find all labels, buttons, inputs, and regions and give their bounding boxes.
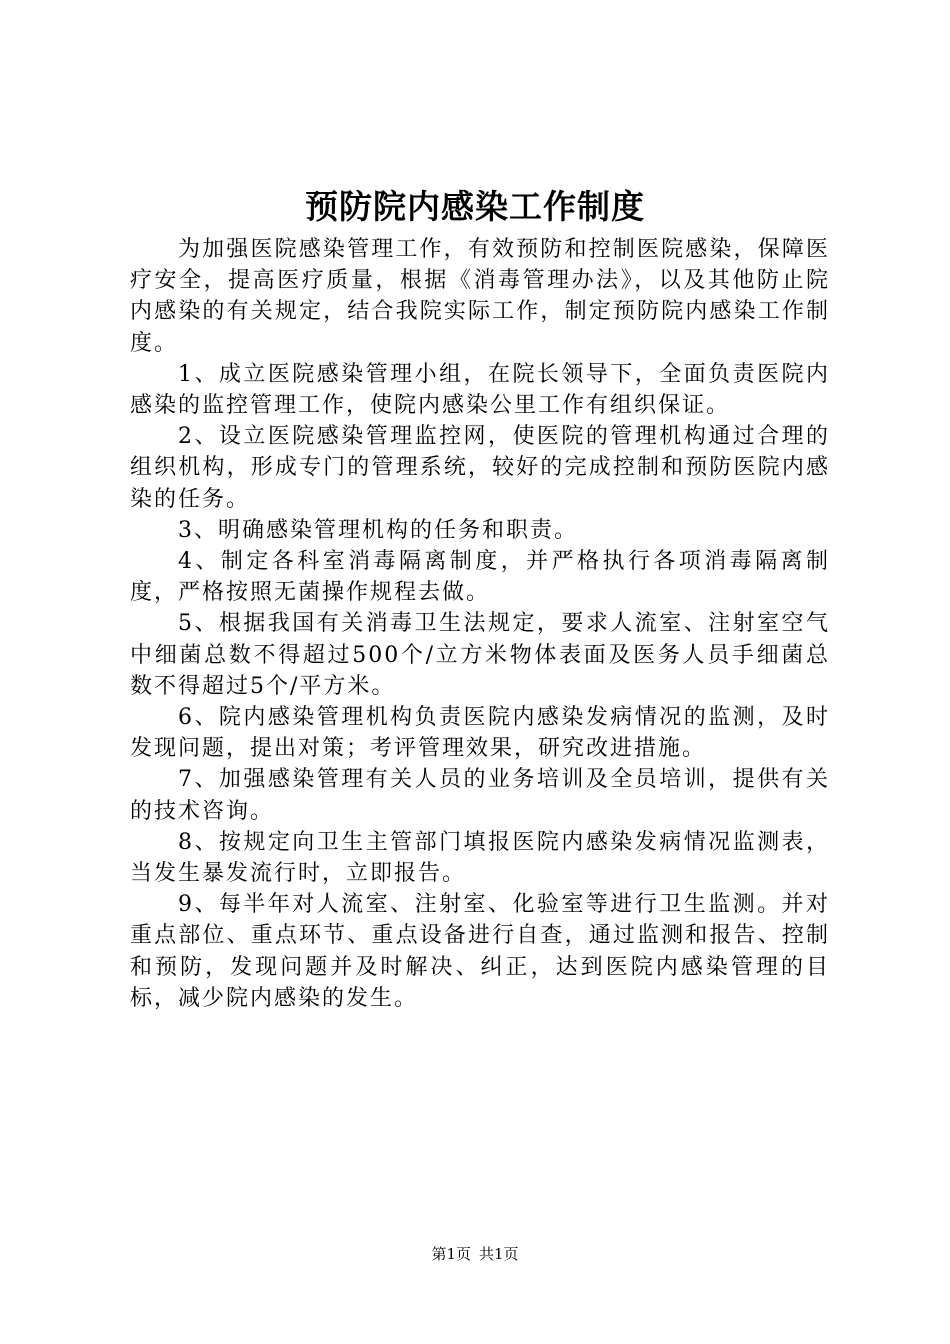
rule-2-paragraph: 2、设立医院感染管理监控网，使医院的管理机构通过合理的组织机构，形成专门的管理系统，较好的完成控制和预防医院内感染的任务。 — [130, 424, 830, 512]
rule-3-paragraph: 3、明确感染管理机构的任务和职责。 — [178, 517, 578, 543]
rule-7-paragraph: 7、加强感染管理有关人员的业务培训及全员培训，提供有关的技术咨询。 — [130, 767, 830, 824]
rule-4-paragraph: 4、制定各科室消毒隔离制度，并严格执行各项消毒隔离制度，严格按照无菌操作规程去做。 — [130, 549, 830, 606]
rule-9-paragraph: 9、每半年对人流室、注射室、化验室等进行卫生监测。并对重点部位、重点环节、重点设备进行自查，通过监测和报告、控制和预防，发现问题并及时解决、纠正，达到医院内感染管理的目标，减少院内感染的发生。 — [130, 892, 830, 1011]
rule-6-paragraph: 6、院内感染管理机构负责医院内感染发病情况的监测，及时发现问题，提出对策；考评管理效果，研究改进措施。 — [130, 705, 830, 762]
rule-1-paragraph: 1、成立医院感染管理小组，在院长领导下，全面负责医院内感染的监控管理工作，使院内感染公里工作有组织保证。 — [130, 361, 830, 419]
page-footer — [0, 1244, 950, 1264]
intro-paragraph: 为加强医院感染管理工作，有效预防和控制医院感染，保障医疗安全，提高医疗质量，根据《消毒管理办法》，以及其他防止院内感染的有关规定，结合我院实际工作，制定预防院内感染工作制度。 — [130, 237, 830, 356]
page-number: 第1页 — [431, 1245, 471, 1263]
page-total: 共1页 — [479, 1245, 519, 1263]
document-title: 预防院内感染工作制度 — [305, 187, 645, 226]
document-body — [130, 234, 830, 1014]
rule-8-paragraph: 8、按规定向卫生主管部门填报医院内感染发病情况监测表，当发生暴发流行时，立即报告。 — [130, 829, 830, 887]
rule-5-paragraph: 5、根据我国有关消毒卫生法规定，要求人流室、注射室空气中细菌总数不得超过500个/立方米物体表面及医务人员手细菌总数不得超过5个/平方米。 — [130, 611, 830, 699]
